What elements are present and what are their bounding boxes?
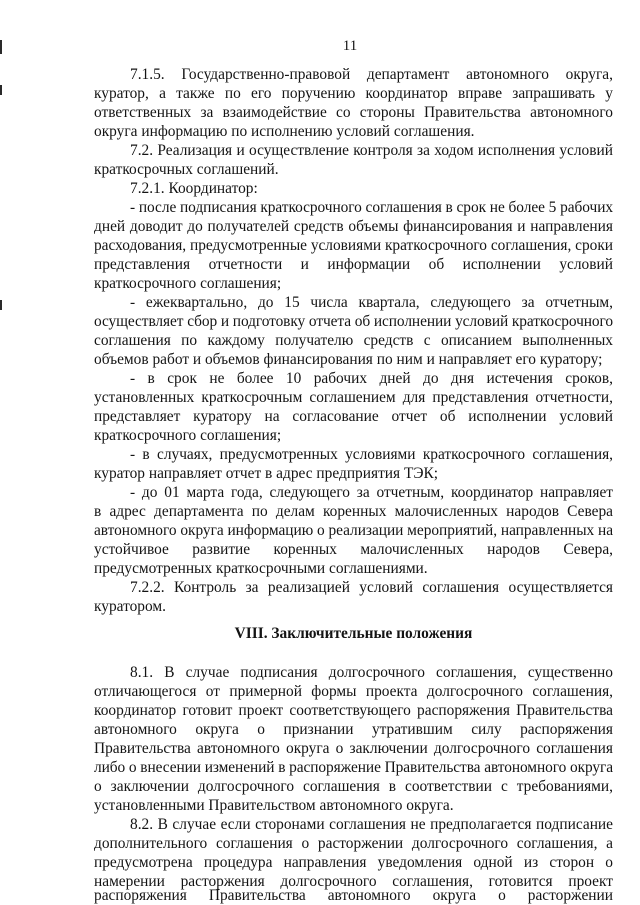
page-number: 11	[342, 38, 358, 54]
paragraph-line: дней доводит до получателей средств объемы финансирования и направления	[94, 218, 613, 235]
paragraph-line: округа информацию по исполнению условий соглашения.	[94, 123, 475, 140]
paragraph-line: 8.2. В случае если сторонами соглашения не предполагается подписание	[130, 816, 613, 833]
scan-edge-mark	[0, 85, 2, 95]
paragraph-line: 7.2. Реализация и осуществление контроля за ходом исполнения условий	[130, 142, 613, 159]
paragraph-line: - до 01 марта года, следующего за отчетным, координатор направляет	[130, 484, 613, 501]
paragraph-line: краткосрочных соглашений.	[94, 161, 279, 178]
paragraph-line: куратор направляет отчет в адрес предприятия ТЭК;	[94, 465, 439, 482]
paragraph-line: дополнительного соглашения о расторжении долгосрочного соглашения, а	[94, 835, 613, 852]
scan-edge-mark	[0, 300, 2, 310]
paragraph-line: предусмотрена процедура направления уведомления одной из сторон о	[94, 854, 613, 871]
paragraph-line: автономного округа информацию о реализации мероприятий, направленных на	[94, 522, 614, 539]
paragraph-line: 8.1. В случае подписания долгосрочного соглашения, существенно	[130, 664, 613, 681]
paragraph-line: либо о внесении изменений в распоряжение Правительства автономного округа	[94, 759, 613, 776]
paragraph-line: предусмотренных краткосрочными соглашениями.	[94, 560, 428, 577]
paragraph-line: ответственных за взаимодействие со стороны Правительства автономного	[94, 104, 613, 121]
paragraph-line: соглашения по каждому получателю средств с описанием выполненных	[94, 332, 613, 349]
paragraph-line: - после подписания краткосрочного соглашения в срок не более 5 рабочих	[130, 199, 614, 216]
paragraph-line: координатор готовит проект соответствующего распоряжения Правительства	[94, 702, 613, 719]
paragraph-line: установленных краткосрочным соглашением для представления отчетности,	[94, 389, 613, 406]
paragraph-line: в адрес департамента по делам коренных малочисленных народов Севера	[94, 503, 613, 520]
paragraph-line: краткосрочного соглашения;	[94, 275, 282, 292]
paragraph-line: - в случаях, предусмотренных условиями краткосрочного соглашения,	[130, 446, 613, 463]
paragraph-line: - в срок не более 10 рабочих дней до дня истечения сроков,	[130, 370, 613, 387]
paragraph-line: отличающегося от примерной формы проекта долгосрочного соглашения,	[94, 683, 613, 700]
paragraph-line: 7.1.5. Государственно-правовой департамент автономного округа,	[130, 66, 613, 83]
paragraph-line: куратор, а также по его поручению координатор вправе запрашивать у	[94, 85, 613, 102]
paragraph-line: 7.2.1. Координатор:	[130, 180, 258, 197]
paragraph-line: намерении расторжения долгосрочного соглашения, готовится проект	[94, 873, 613, 890]
paragraph-line: устойчивое развитие коренных малочисленных народов Севера,	[94, 541, 613, 558]
paragraph-line: о заключении долгосрочного соглашения в соответствии с требованиями,	[94, 778, 613, 795]
paragraph-line: - ежеквартально, до 15 числа квартала, следующего за отчетным,	[130, 294, 613, 311]
paragraph-line: осуществляет сбор и подготовку отчета об исполнении условий краткосрочного	[94, 313, 613, 330]
section-heading: VIII. Заключительные положения	[234, 625, 473, 642]
paragraph-line: объемов работ и объемов финансирования по ним и направляет его куратору;	[94, 351, 603, 368]
paragraph-line: распоряжения Правительства автономного округа о расторжении	[94, 887, 613, 904]
paragraph-line: автономного округа о признании утратившим силу распоряжения	[94, 721, 613, 738]
paragraph-line: Правительства автономного округа о заключении долгосрочного соглашения	[94, 740, 613, 757]
paragraph-line: куратором.	[94, 598, 166, 615]
paragraph-line: расходования, предусмотренные условиями краткосрочного соглашения, сроки	[94, 237, 613, 254]
paragraph-line: представления отчетности и информации об исполнении условий	[94, 256, 613, 273]
paragraph-line: представляет куратору на согласование отчет об исполнении условий	[94, 408, 613, 425]
paragraph-line: краткосрочного соглашения;	[94, 427, 282, 444]
paragraph-line: 7.2.2. Контроль за реализацией условий соглашения осуществляется	[130, 579, 613, 596]
paragraph-line: установленными Правительством автономного округа.	[94, 797, 454, 814]
